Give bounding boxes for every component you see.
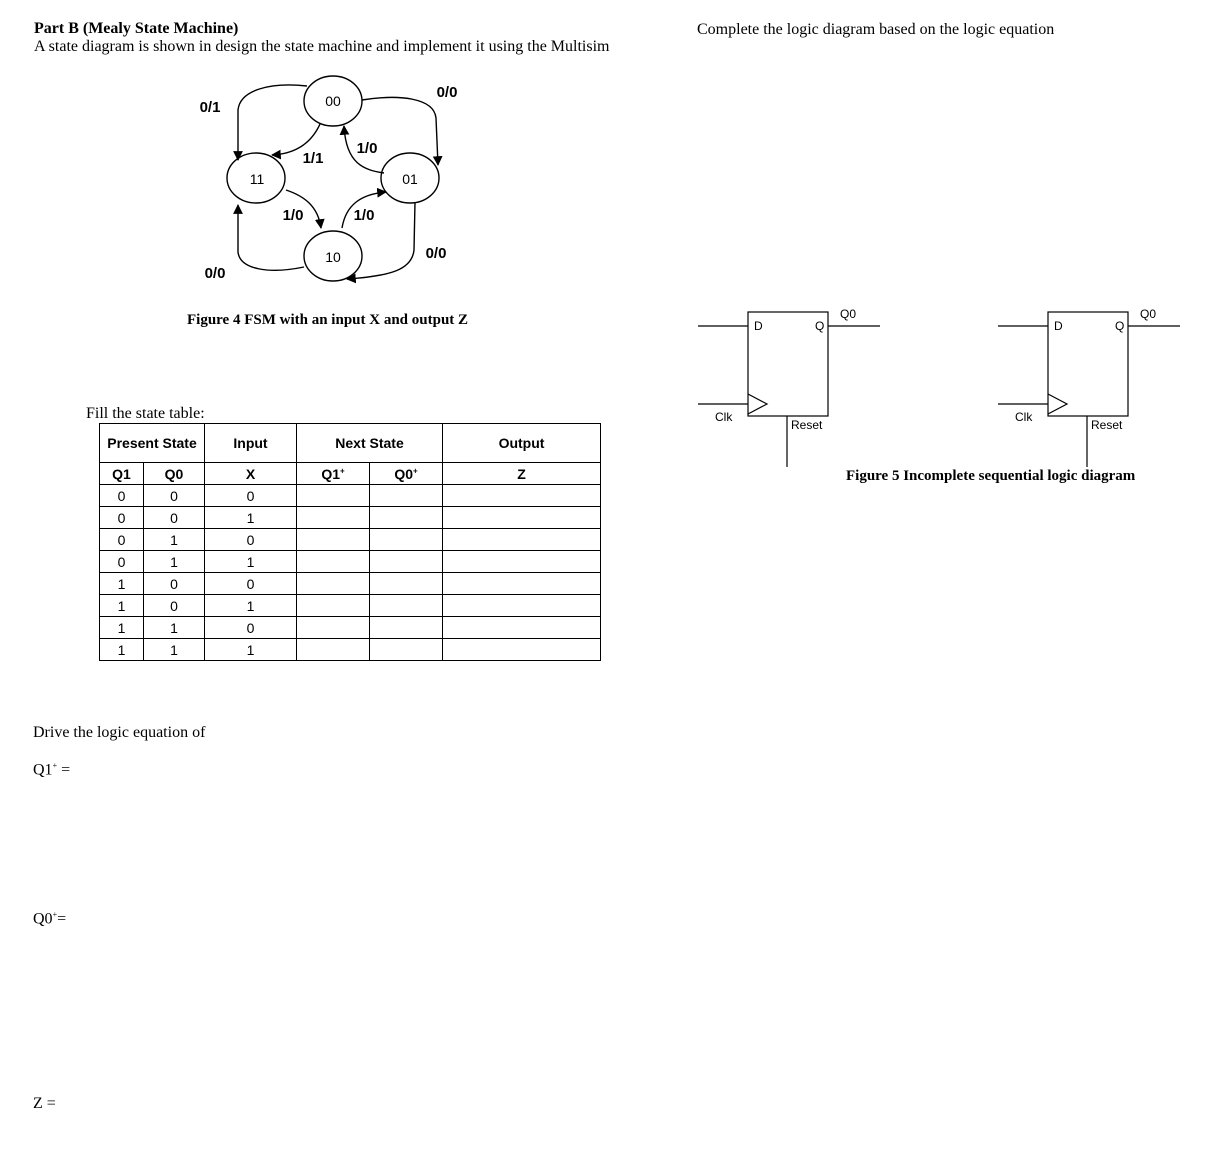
header-present-state: Present State — [100, 424, 205, 463]
figure-5-caption: Figure 5 Incomplete sequential logic diagram — [846, 468, 1136, 484]
cell-q1-next[interactable] — [297, 551, 370, 573]
page-subtitle: A state diagram is shown in design the state machine and implement it using the Multisim — [34, 38, 610, 55]
ff1-clk-label: Clk — [715, 410, 733, 424]
table-row: 1 0 0 — [100, 573, 601, 595]
subheader-z: Z — [443, 463, 601, 485]
edge-label-01-00: 1/0 — [356, 140, 378, 157]
ff1-q0-label: Q0 — [840, 307, 857, 321]
edge-label-10-01: 1/0 — [353, 207, 375, 224]
cell-z[interactable] — [443, 485, 601, 507]
state-table-instruction: Fill the state table: — [86, 405, 205, 422]
ff2-q-label: Q — [1115, 319, 1125, 333]
header-next-state: Next State — [297, 424, 443, 463]
cell-q1-next[interactable] — [297, 617, 370, 639]
state-10-label: 10 — [325, 249, 341, 265]
state-01-label: 01 — [402, 171, 418, 187]
header-output: Output — [443, 424, 601, 463]
cell-q1-next[interactable] — [297, 573, 370, 595]
header-input: Input — [205, 424, 297, 463]
ff2-clk-label: Clk — [1015, 410, 1033, 424]
table-row: 0 1 1 — [100, 551, 601, 573]
subheader-q1-next: Q1+ — [297, 463, 370, 485]
equation-q0-next[interactable]: Q0+= — [33, 910, 67, 928]
edge-label-top-right: 0/0 — [436, 84, 458, 101]
cell-q1-next[interactable] — [297, 595, 370, 617]
cell-z[interactable] — [443, 639, 601, 661]
table-row: 0 0 1 — [100, 507, 601, 529]
state-11-label: 11 — [249, 171, 265, 187]
equation-prompt: Drive the logic equation of — [33, 724, 206, 741]
logic-diagram — [690, 295, 1210, 475]
cell-q0-next[interactable] — [370, 617, 443, 639]
cell-q0-next[interactable] — [370, 573, 443, 595]
cell-q0-next[interactable] — [370, 639, 443, 661]
ff2-d-label: D — [1054, 319, 1063, 333]
subheader-x: X — [205, 463, 297, 485]
table-row: 0 1 0 — [100, 529, 601, 551]
cell-q0-next[interactable] — [370, 485, 443, 507]
edge-label-bottom-left: 0/0 — [204, 265, 226, 282]
ff1-q-label: Q — [815, 319, 825, 333]
ff2-q0-label: Q0 — [1140, 307, 1157, 321]
equation-q1-next[interactable]: Q1+ = — [33, 761, 71, 779]
page-title: Part B (Mealy State Machine) — [34, 20, 239, 37]
subheader-q1: Q1 — [100, 463, 144, 485]
cell-q0-next[interactable] — [370, 507, 443, 529]
state-table — [99, 423, 601, 661]
cell-q0-next[interactable] — [370, 529, 443, 551]
edge-label-11-10: 1/0 — [282, 207, 304, 224]
cell-z[interactable] — [443, 595, 601, 617]
cell-q1-next[interactable] — [297, 507, 370, 529]
cell-q1-next[interactable] — [297, 529, 370, 551]
cell-z[interactable] — [443, 529, 601, 551]
equation-z[interactable]: Z = — [33, 1095, 56, 1112]
cell-q1-next[interactable] — [297, 639, 370, 661]
ff1-d-label: D — [754, 319, 763, 333]
cell-z[interactable] — [443, 507, 601, 529]
table-row: 1 1 1 — [100, 639, 601, 661]
state-diagram — [0, 0, 620, 300]
table-row: 0 0 0 — [100, 485, 601, 507]
subheader-q0: Q0 — [144, 463, 205, 485]
edge-label-11-00: 1/1 — [302, 150, 324, 167]
ff1-reset-label: Reset — [791, 418, 823, 432]
cell-z[interactable] — [443, 617, 601, 639]
table-row: 1 1 0 — [100, 617, 601, 639]
cell-q0-next[interactable] — [370, 595, 443, 617]
state-00-label: 00 — [325, 93, 341, 109]
subheader-q0-next: Q0+ — [370, 463, 443, 485]
cell-z[interactable] — [443, 573, 601, 595]
right-instruction: Complete the logic diagram based on the logic equation — [697, 21, 1055, 38]
table-row: 1 0 1 — [100, 595, 601, 617]
edge-label-bottom-right: 0/0 — [425, 245, 447, 262]
figure-4-caption: Figure 4 FSM with an input X and output Z — [187, 312, 469, 328]
edge-label-top-left: 0/1 — [199, 99, 221, 116]
cell-q0-next[interactable] — [370, 551, 443, 573]
cell-z[interactable] — [443, 551, 601, 573]
ff2-reset-label: Reset — [1091, 418, 1123, 432]
cell-q1-next[interactable] — [297, 485, 370, 507]
